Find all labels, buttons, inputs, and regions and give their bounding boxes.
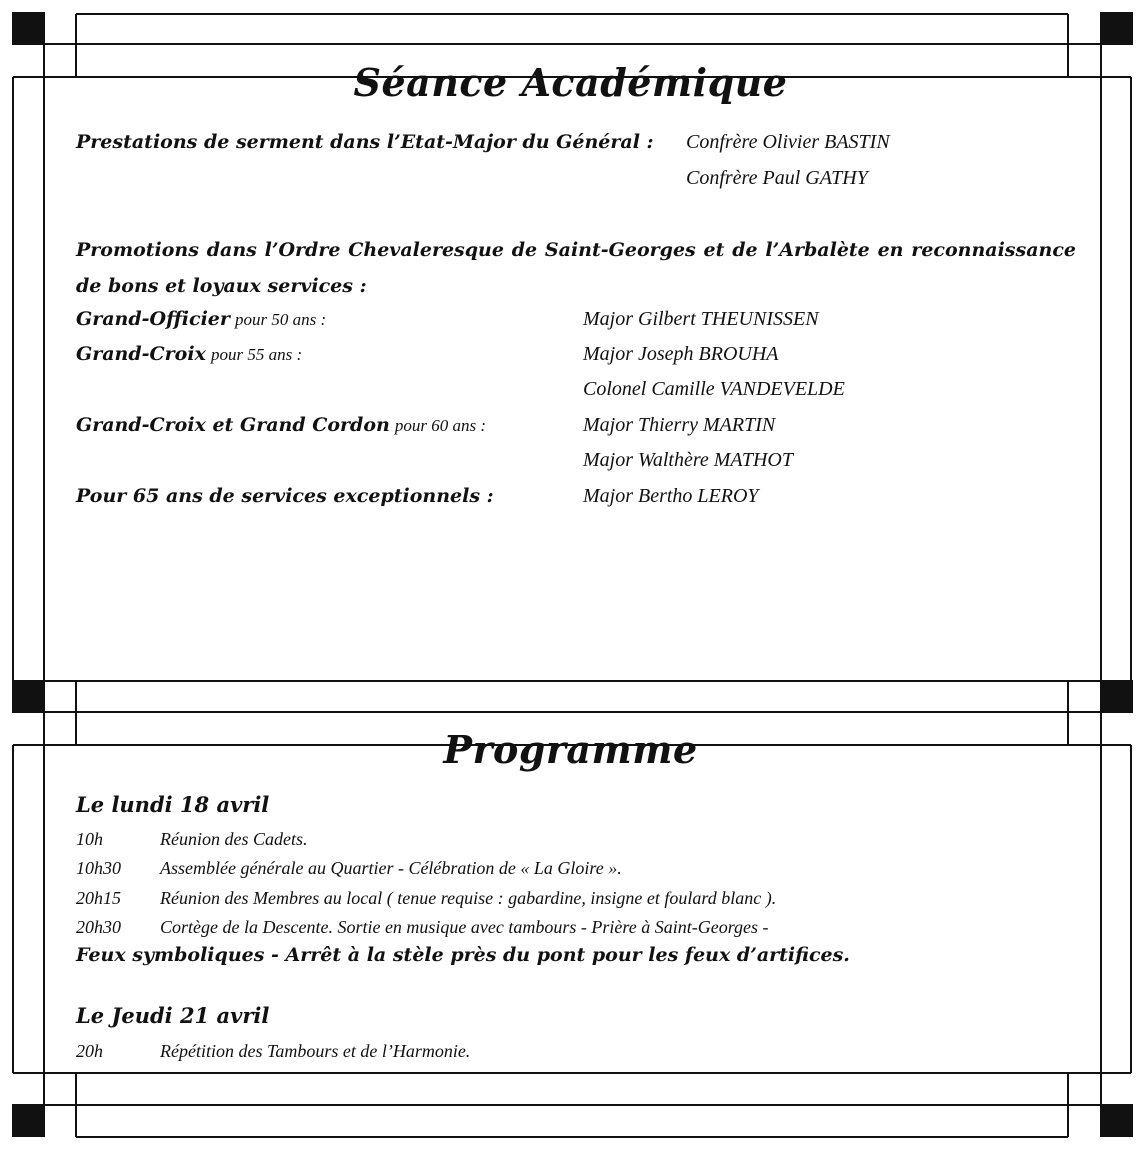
day2-heading: Le Jeudi 21 avril xyxy=(76,1003,270,1028)
rank-name: Major Bertho LEROY xyxy=(583,485,759,507)
rank-detail: pour 50 ans : xyxy=(235,310,327,329)
schedule-text: Assemblée générale au Quartier - Célébration de « La Gloire ». xyxy=(160,858,622,878)
schedule-text: Répétition des Tambours et de l’Harmonie. xyxy=(160,1041,471,1061)
rank-title: Grand-Officier xyxy=(76,308,230,330)
rank-title: Grand-Croix et Grand Cordon xyxy=(76,414,390,436)
corner-square-bl xyxy=(12,1104,45,1137)
corner-square-tl xyxy=(12,12,45,45)
seance-title: Séance Académique xyxy=(353,60,788,105)
corner-square-mr xyxy=(1100,680,1133,713)
corner-square-tr xyxy=(1100,12,1133,45)
rank-name: Major Walthère MATHOT xyxy=(583,449,793,471)
schedule-time: 20h15 xyxy=(76,888,121,908)
rank-name: Colonel Camille VANDEVELDE xyxy=(583,378,845,400)
schedule-text: Réunion des Cadets. xyxy=(160,829,308,849)
rank-name: Major Joseph BROUHA xyxy=(583,343,779,365)
promotions-intro: Promotions dans l’Ordre Chevaleresque de Saint-Georges et de l’Arbalète en reconnaissance de bons et loyaux services : xyxy=(76,239,1076,297)
corner-square-br xyxy=(1100,1104,1133,1137)
rank-detail: pour 55 ans : xyxy=(210,345,303,364)
oath-name-2: Confrère Paul GATHY xyxy=(686,167,868,189)
rank-grand-croix-cordon xyxy=(76,414,486,436)
rank-title: Pour 65 ans de services exceptionnels : xyxy=(76,485,494,507)
rank-title: Grand-Croix xyxy=(76,343,206,365)
oath-name-1: Confrère Olivier BASTIN xyxy=(686,131,890,153)
programme-title: Programme xyxy=(443,727,698,772)
rank-name: Major Gilbert THEUNISSEN xyxy=(583,308,819,330)
schedule-time: 10h30 xyxy=(76,858,121,878)
rank-name: Major Thierry MARTIN xyxy=(583,414,776,436)
schedule-text: Cortège de la Descente. Sortie en musique avec tambours - Prière à Saint-Georges - xyxy=(160,917,769,937)
rank-grand-croix xyxy=(76,343,302,365)
rank-65-ans xyxy=(76,485,494,507)
schedule-time: 10h xyxy=(76,829,103,849)
day1-heading: Le lundi 18 avril xyxy=(76,792,270,817)
oath-label: Prestations de serment dans l’Etat-Major du Général : xyxy=(76,131,654,153)
day1-note: Feux symboliques - Arrêt à la stèle près du pont pour les feux d’artifices. xyxy=(76,944,850,966)
rank-detail: pour 60 ans : xyxy=(394,416,487,435)
schedule-text: Réunion des Membres au local ( tenue requise : gabardine, insigne et foulard blanc ). xyxy=(160,888,777,908)
schedule-time: 20h30 xyxy=(76,917,121,937)
corner-square-ml xyxy=(12,680,45,713)
rank-grand-officier xyxy=(76,308,326,330)
schedule-time: 20h xyxy=(76,1041,103,1061)
